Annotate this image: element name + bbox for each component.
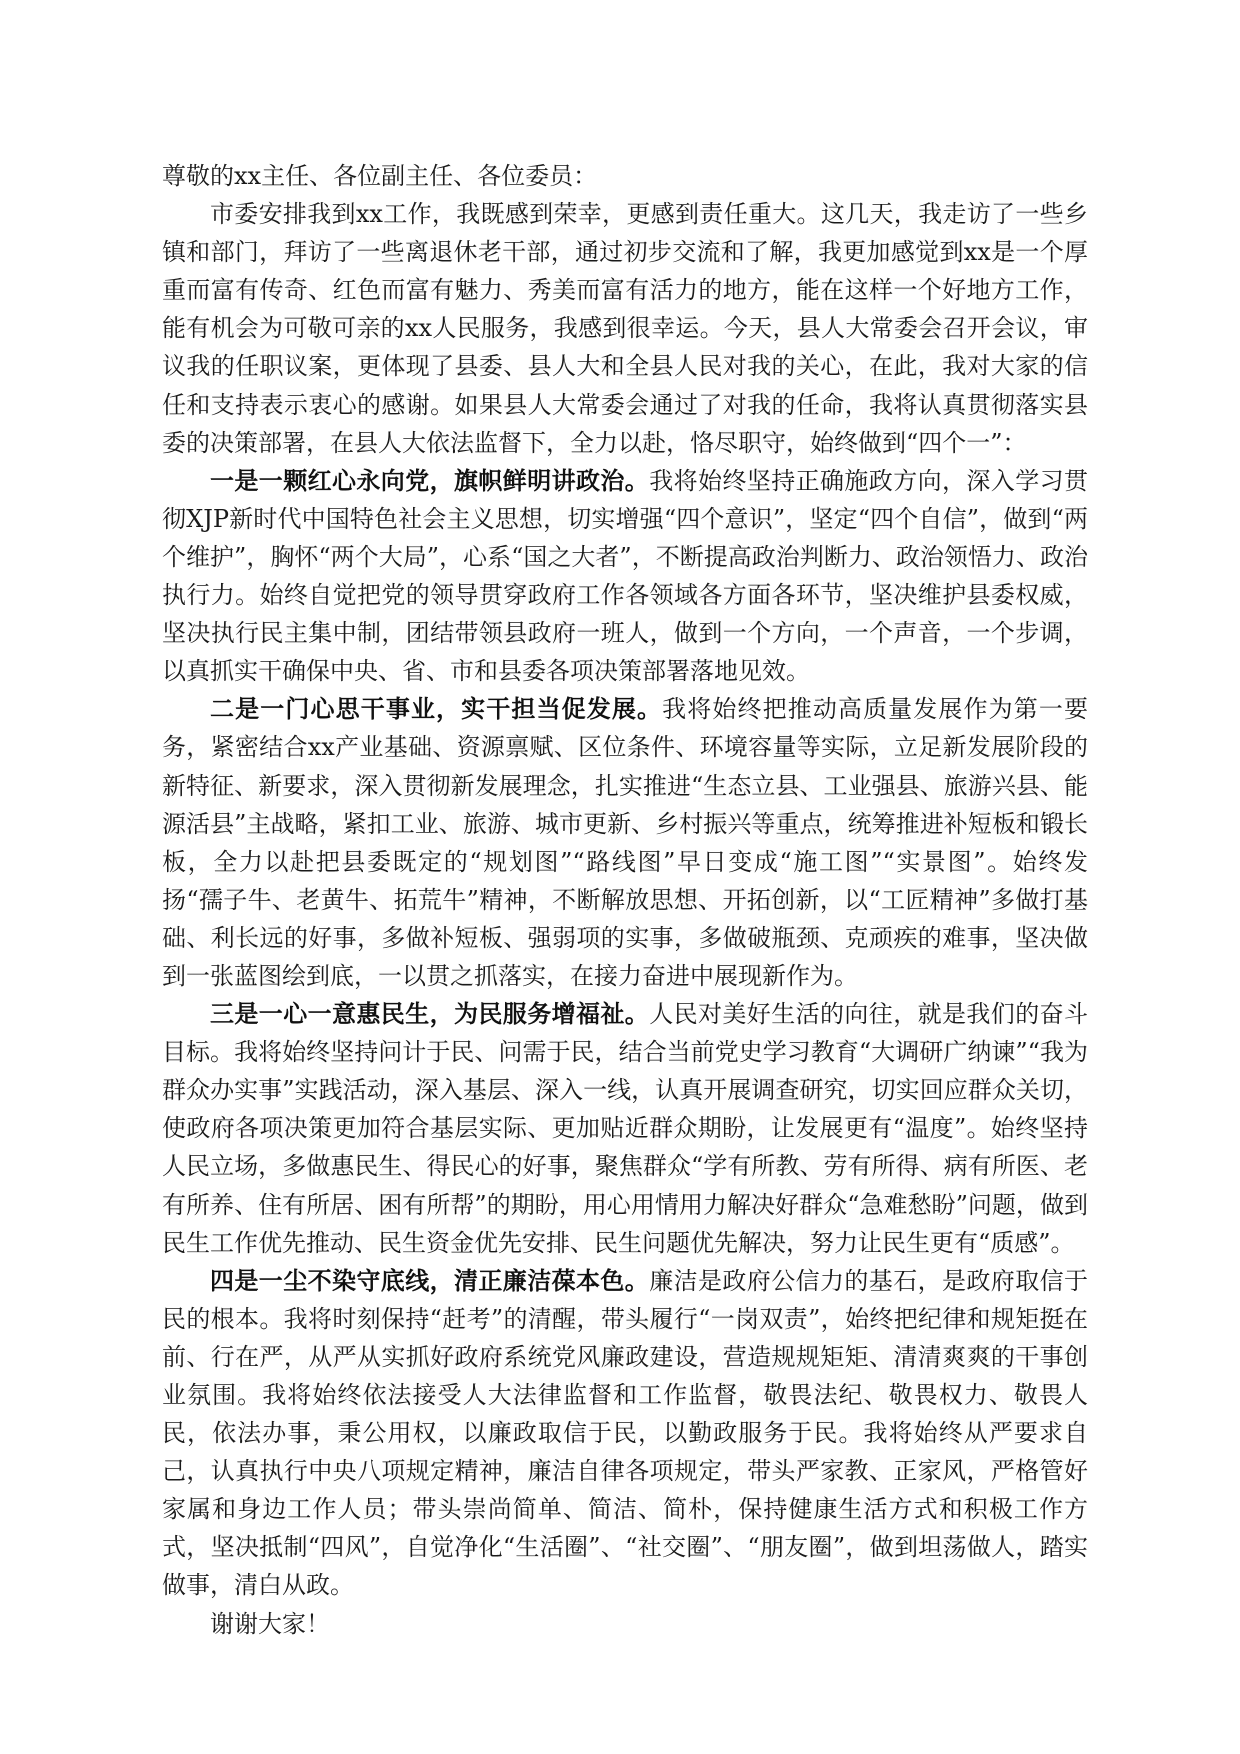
section-heading-3: 三是一心一意惠民生，为民服务增福祉。 [210, 999, 650, 1029]
section-body-4: 廉洁是政府公信力的基石，是政府取信于民的根本。我将时刻保持“赶考”的清醒，带头履行“一岗双责”，始终把纪律和规矩挺在前、行在严，从严从实抓好政府系统党风廉政建设，营造规规矩矩、清清爽爽的干事创业氛围。我将始终依法接受人大法律监督和工作监督，敬畏法纪、敬畏权力、敬畏人民，依法办事，秉公用权，以廉政取信于民，以勤政服务于民。我将始终从严要求自己，认真执行中央八项规定精神，廉洁自律各项规定，带头严家教、正家风，严格管好家属和身边工作人员；带头崇尚简单、简洁、简朴，保持健康生活方式和积极工作方式，坚决抵制“四风”，自觉净化“生活圈”、“社交圈”、“朋友圈”，做到坦荡做人，踏实做事，清白从政。 [162, 1266, 1089, 1600]
section-paragraph-4 [162, 1262, 1088, 1605]
section-paragraph-2 [162, 690, 1088, 995]
section-heading-4: 四是一尘不染守底线，清正廉洁葆本色。 [210, 1265, 650, 1295]
section-body-2: 我将始终把推动高质量发展作为第一要务，紧密结合xx产业基础、资源禀赋、区位条件、环境容量等实际，立足新发展阶段的新特征、新要求，深入贯彻新发展理念，扎实推进“生态立县、工业强县、旅游兴县、能源活县”主战略，紧扣工业、旅游、城市更新、乡村振兴等重点，统筹推进补短板和锻长板，全力以赴把县委既定的“规划图”“路线图”早日变成“施工图”“实景图”。始终发扬“孺子牛、老黄牛、拓荒牛”精神，不断解放思想、开拓创新，以“工匠精神”多做打基础、利长远的好事，多做补短板、强弱项的实事，多做破瓶颈、克顽疾的难事，坚决做到一张蓝图绘到底，一以贯之抓落实，在接力奋进中展现新作为。 [162, 695, 1089, 990]
closing-line: 谢谢大家！ [210, 1609, 330, 1638]
section-body-1: 我将始终坚持正确施政方向，深入学习贯彻XJP新时代中国特色社会主义思想，切实增强“四个意识”，坚定“四个自信”，做到“两个维护”，胸怀“两个大局”，心系“国之大者”，不断提高政治判断力、政治领悟力、政治执行力。始终自觉把党的领导贯穿政府工作各领域各方面各环节，坚决维护县委权威，坚决执行民主集中制，团结带领县政府一班人，做到一个方向，一个声音，一个步调，以真抓实干确保中央、省、市和县委各项决策部署落地见效。 [162, 466, 1089, 686]
section-paragraph-3 [162, 995, 1088, 1262]
section-heading-2: 二是一门心思干事业，实干担当促发展。 [210, 694, 663, 724]
section-body-3: 人民对美好生活的向往，就是我们的奋斗目标。我将始终坚持问计于民、问需于民，结合当前党史学习教育“大调研广纳谏”“我为群众办实事”实践活动，深入基层、深入一线，认真开展调查研究，切实回应群众关切，使政府各项决策更加符合基层实际、更加贴近群众期盼，让发展更有“温度”。始终坚持人民立场，多做惠民生、得民心的好事，聚焦群众“学有所教、劳有所得、病有所医、老有所养、住有所居、困有所帮”的期盼，用心用情用力解决好群众“急难愁盼”问题，做到民生工作优先推动、民生资金优先安排、民生问题优先解决，努力让民生更有“质感”。 [162, 1000, 1089, 1257]
section-heading-1: 一是一颗红心永向党，旗帜鲜明讲政治。 [210, 465, 650, 495]
section-paragraph-1 [162, 462, 1088, 691]
intro-paragraph: 市委安排我到xx工作，我既感到荣幸，更感到责任重大。这几天，我走访了一些乡镇和部门，拜访了一些离退休老干部，通过初步交流和了解，我更加感觉到xx是一个厚重而富有传奇、红色而富有魅力、秀美而富有活力的地方，能在这样一个好地方工作，能有机会为可敬可亲的xx人民服务，我感到很幸运。今天，县人大常委会召开会议，审议我的任职议案，更体现了县委、县人大和全县人民对我的关心，在此，我对大家的信任和支持表示衷心的感谢。如果县人大常委会通过了对我的任命，我将认真贯彻落实县委的决策部署，在县人大依法监督下，全力以赴，恪尽职守，始终做到“四个一”： [162, 200, 1088, 457]
speech-document [162, 157, 1088, 1643]
salutation: 尊敬的xx主任、各位副主任、各位委员： [162, 162, 598, 190]
